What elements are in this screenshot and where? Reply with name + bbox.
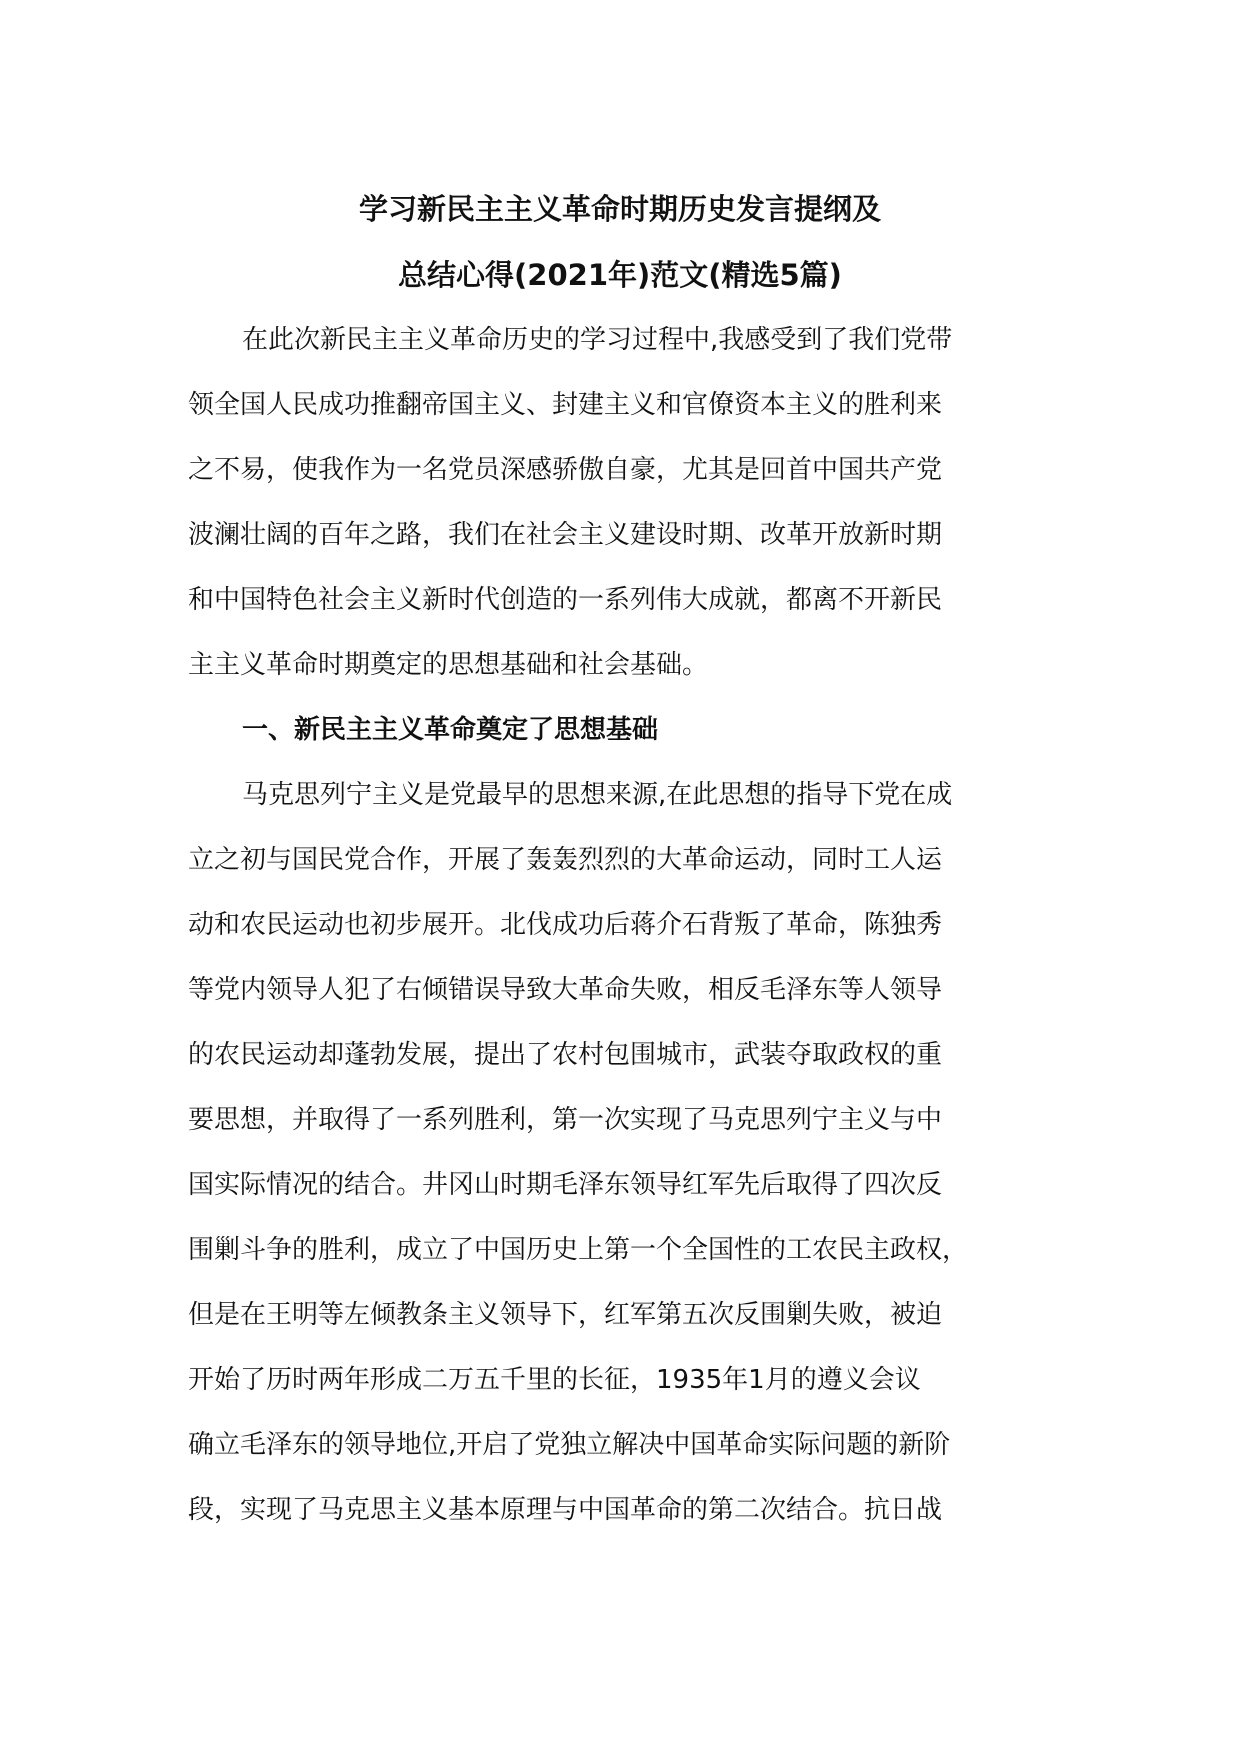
intro-paragraph-line: 波澜壮阔的百年之路，我们在社会主义建设时期、改革开放新时期: [188, 520, 943, 550]
section-paragraph-line: 但是在王明等左倾教条主义领导下，红军第五次反围剿失败，被迫: [188, 1300, 943, 1330]
section-paragraph-line: 段，实现了马克思主义基本原理与中国革命的第二次结合。抗日战: [188, 1495, 943, 1525]
intro-paragraph-line: 和中国特色社会主义新时代创造的一系列伟大成就，都离不开新民: [188, 585, 943, 615]
title-line-2: 总结心得(2021年)范文(精选5篇): [398, 258, 842, 292]
section-paragraph-line: 围剿斗争的胜利，成立了中国历史上第一个全国性的工农民主政权，: [188, 1235, 969, 1265]
section-paragraph-line: 的农民运动却蓬勃发展，提出了农村包围城市，武装夺取政权的重: [188, 1040, 943, 1070]
section-paragraph-line: 等党内领导人犯了右倾错误导致大革命失败，相反毛泽东等人领导: [188, 975, 943, 1005]
intro-paragraph-line: 主主义革命时期奠定的思想基础和社会基础。: [188, 650, 709, 680]
section-paragraph-line: 立之初与国民党合作，开展了轰轰烈烈的大革命运动，同时工人运: [188, 845, 943, 875]
title-line-1: 学习新民主主义革命时期历史发言提纲及: [358, 192, 881, 226]
intro-paragraph-line: 领全国人民成功推翻帝国主义、封建主义和官僚资本主义的胜利来: [188, 390, 943, 420]
section-paragraph-line: 确立毛泽东的领导地位,开启了党独立解决中国革命实际问题的新阶: [188, 1430, 951, 1460]
intro-paragraph-line: 之不易，使我作为一名党员深感骄傲自豪，尤其是回首中国共产党: [188, 455, 943, 485]
document-body: [188, 308, 1048, 1543]
intro-paragraph-line: 在此次新民主主义革命历史的学习过程中,我感受到了我们党带: [242, 325, 953, 355]
section-paragraph-line: 国实际情况的结合。井冈山时期毛泽东领导红军先后取得了四次反: [188, 1170, 943, 1200]
section-paragraph-line: 马克思列宁主义是党最早的思想来源,在此思想的指导下党在成: [242, 780, 953, 810]
section-paragraph-line: 要思想，并取得了一系列胜利，第一次实现了马克思列宁主义与中: [188, 1105, 943, 1135]
section-paragraph-line: 动和农民运动也初步展开。北伐成功后蒋介石背叛了革命，陈独秀: [188, 910, 943, 940]
section-paragraph-line: 开始了历时两年形成二万五千里的长征，1935年1月的遵义会议: [188, 1365, 921, 1395]
document-title: [0, 176, 1240, 308]
section-heading: 一、新民主主义革命奠定了思想基础: [242, 715, 659, 745]
